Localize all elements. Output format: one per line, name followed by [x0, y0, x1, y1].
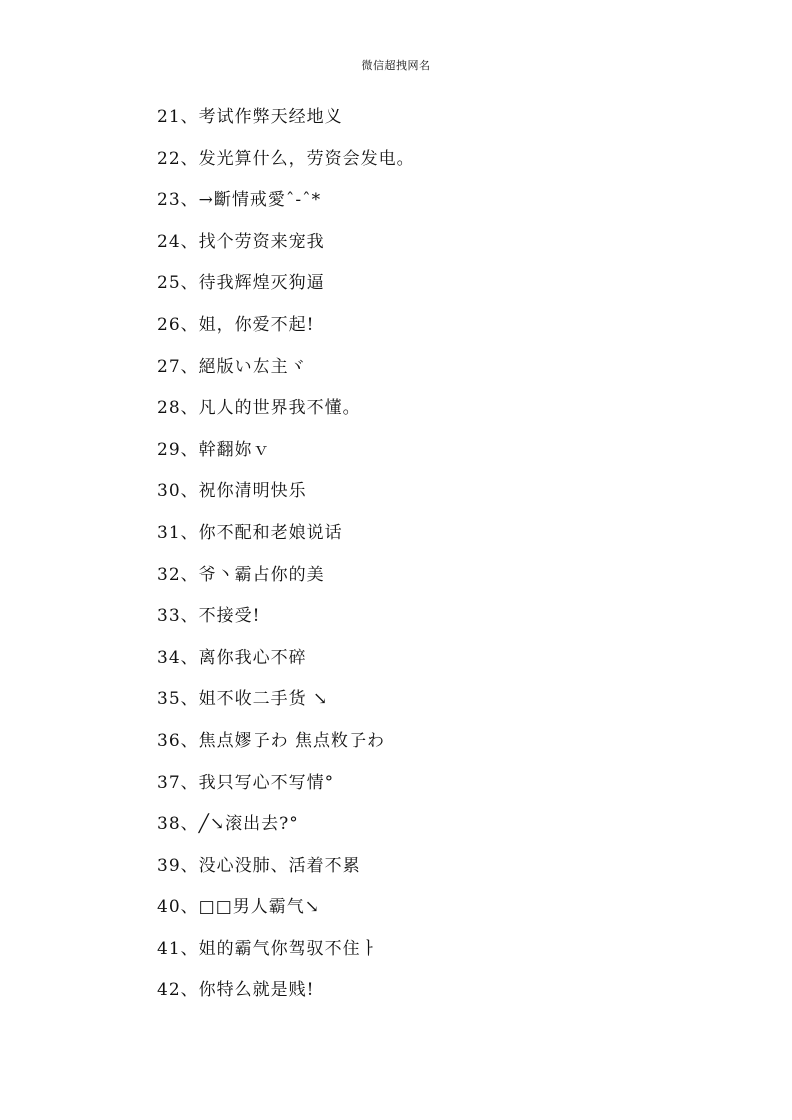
- list-item: 41、姐的霸气你驾驭不住ㅏ: [157, 938, 379, 959]
- list-item: 29、幹翻妳ｖ: [157, 439, 271, 460]
- list-item: 23、→斷情戒愛ˆ-ˆ*: [157, 190, 322, 211]
- list-item: 38、╱↘滚出去?°: [157, 814, 299, 835]
- list-item: 37、我只写心不写情°: [157, 772, 335, 793]
- list-item: 24、找个劳资来宠我: [157, 231, 325, 252]
- list-item: 42、你特么就是贱!: [157, 980, 315, 1001]
- list-item: 39、没心没肺、活着不累: [157, 855, 361, 876]
- nickname-list: [157, 104, 415, 1019]
- list-item: 40、□□男人霸气↘: [157, 897, 320, 918]
- list-item: 36、焦点嫪孒わ 焦点敉孒わ: [157, 730, 386, 751]
- list-item: 35、姐不收二手货 ↘: [157, 689, 329, 710]
- list-item: 34、离你我心不碎: [157, 647, 307, 668]
- page-header-title: 微信超拽网名: [361, 59, 431, 72]
- list-item: 26、姐，你爱不起!: [157, 314, 315, 335]
- list-item: 22、发光算什么，劳资会发电。: [157, 148, 415, 169]
- list-item: 33、不接受!: [157, 606, 261, 627]
- list-item: 25、待我辉煌灭狗逼: [157, 273, 325, 294]
- list-item: 28、凡人的世界我不懂。: [157, 398, 361, 419]
- list-item: 27、絕版い厷主ヾ: [157, 356, 307, 377]
- list-item: 30、祝你清明快乐: [157, 481, 307, 502]
- list-item: 31、你不配和老娘说话: [157, 522, 343, 543]
- list-item: 32、爷丶霸占你的美: [157, 564, 325, 585]
- list-item: 21、考试作弊天经地义: [157, 107, 343, 127]
